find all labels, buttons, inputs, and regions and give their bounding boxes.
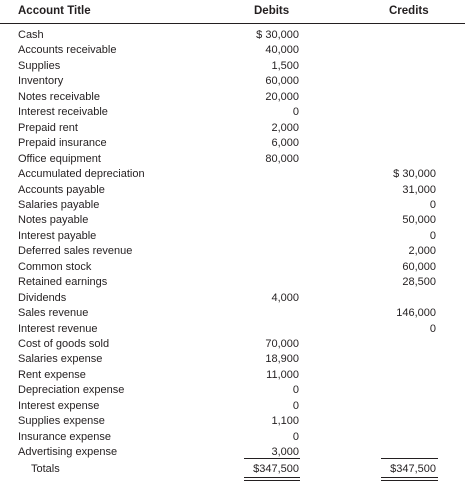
table-row <box>0 152 465 168</box>
debit-amount: 0 <box>292 399 299 412</box>
debit-amount: 70,000 <box>265 338 299 350</box>
debit-amount: 2,000 <box>271 121 299 134</box>
account-name: Retained earnings <box>18 276 108 289</box>
table-row <box>0 352 465 368</box>
credit-amount: 2,000 <box>408 245 436 258</box>
table-row <box>0 322 465 338</box>
table-row <box>0 368 465 384</box>
debit-amount: 18,900 <box>265 353 299 366</box>
account-name: Depreciation expense <box>18 384 125 397</box>
debit-total-double-rule <box>244 477 300 481</box>
debit-amount: 80,000 <box>265 152 299 165</box>
table-row <box>0 90 465 106</box>
totals-row <box>0 460 465 478</box>
table-row <box>0 399 465 415</box>
table-row <box>0 414 465 430</box>
account-name: Deferred sales revenue <box>18 245 133 258</box>
account-name: Inventory <box>18 75 64 88</box>
credit-amount: 50,000 <box>402 214 436 227</box>
debit-amount: 1,100 <box>271 415 299 428</box>
table-row <box>0 213 465 229</box>
account-name: Salaries expense <box>18 353 103 366</box>
table-row <box>0 121 465 137</box>
debit-amount: 1,500 <box>271 59 299 72</box>
account-name: Prepaid rent <box>18 121 78 134</box>
credit-amount: 0 <box>429 198 436 211</box>
credit-amount: 0 <box>429 322 436 335</box>
debit-subtotal-rule <box>244 458 300 459</box>
account-name: Notes payable <box>18 214 89 227</box>
debit-amount: $ 30,000 <box>256 29 299 41</box>
account-name: Office equipment <box>18 152 101 165</box>
account-name: Interest payable <box>18 229 97 242</box>
totals-credit: $347,500 <box>390 463 436 475</box>
account-name: Supplies <box>18 59 61 72</box>
account-name: Sales revenue <box>18 307 89 320</box>
table-row <box>0 28 465 44</box>
table-row <box>0 260 465 276</box>
account-name: Notes receivable <box>18 90 100 103</box>
table-row <box>0 74 465 90</box>
credit-amount: 28,500 <box>402 276 436 289</box>
table-row <box>0 43 465 59</box>
account-name: Accumulated depreciation <box>18 168 145 181</box>
account-name: Advertising expense <box>18 446 118 459</box>
account-name: Interest revenue <box>18 322 98 335</box>
debit-amount: 11,000 <box>266 368 299 381</box>
totals-label: Totals <box>31 463 60 475</box>
account-name: Cost of goods sold <box>18 338 110 350</box>
credit-amount: $ 30,000 <box>393 168 436 181</box>
credit-amount: 60,000 <box>402 260 436 273</box>
account-name: Supplies expense <box>18 415 105 428</box>
account-name: Rent expense <box>18 368 86 381</box>
account-name: Prepaid insurance <box>18 137 107 150</box>
account-name: Salaries payable <box>18 198 100 211</box>
table-row <box>0 337 465 353</box>
debit-amount: 0 <box>292 430 299 443</box>
credit-amount: 31,000 <box>402 183 436 196</box>
debit-amount: 4,000 <box>271 291 299 304</box>
account-name: Dividends <box>18 291 67 304</box>
debit-amount: 40,000 <box>265 44 299 57</box>
debit-amount: 3,000 <box>271 446 299 459</box>
table-row <box>0 291 465 307</box>
account-name: Accounts payable <box>18 183 105 196</box>
table-row <box>0 229 465 245</box>
table-row <box>0 198 465 214</box>
table-row <box>0 275 465 291</box>
table-row <box>0 59 465 75</box>
debit-amount: 6,000 <box>271 137 299 150</box>
table-row <box>0 430 465 446</box>
account-title-header: Account Title <box>18 5 91 17</box>
table-header <box>0 0 465 24</box>
debit-amount: 0 <box>292 384 299 397</box>
table-row <box>0 383 465 399</box>
totals-debit: $347,500 <box>253 463 299 475</box>
debit-amount: 0 <box>292 106 299 119</box>
debit-amount: 60,000 <box>265 75 299 88</box>
debits-header: Debits <box>254 5 290 17</box>
account-name: Cash <box>18 29 44 41</box>
debit-amount: 20,000 <box>265 90 299 103</box>
credits-header: Credits <box>389 5 429 17</box>
account-name: Interest expense <box>18 399 100 412</box>
credit-subtotal-rule <box>381 458 438 459</box>
table-row <box>0 105 465 121</box>
credit-amount: 146,000 <box>396 307 436 320</box>
credit-total-double-rule <box>381 477 438 481</box>
table-row <box>0 167 465 183</box>
table-row <box>0 244 465 260</box>
table-row <box>0 306 465 322</box>
table-row <box>0 136 465 152</box>
account-name: Accounts receivable <box>18 44 117 57</box>
account-name: Insurance expense <box>18 430 111 443</box>
credit-amount: 0 <box>429 229 436 242</box>
table-row <box>0 183 465 199</box>
account-name: Common stock <box>18 260 92 273</box>
account-name: Interest receivable <box>18 106 108 119</box>
